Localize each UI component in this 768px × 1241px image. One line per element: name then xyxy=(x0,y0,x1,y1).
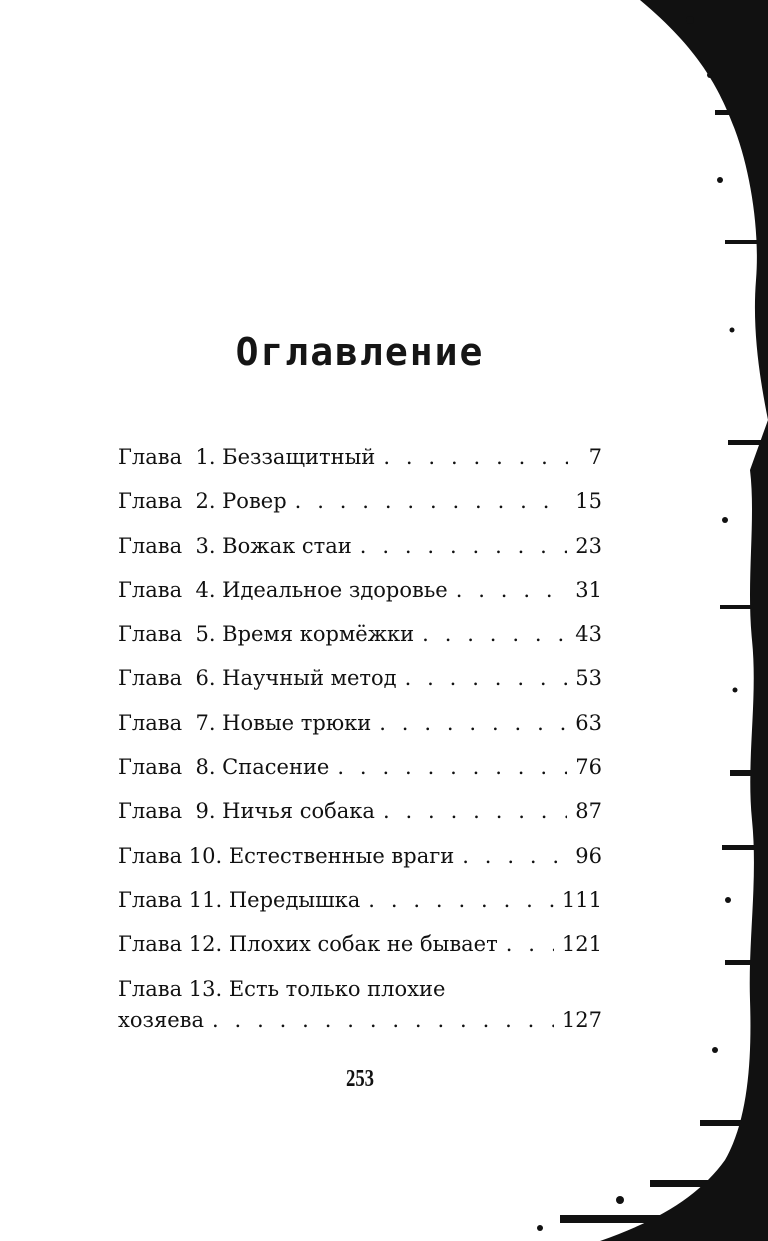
toc-entry-9[interactable] xyxy=(118,796,602,840)
toc-entry-label: Глава 3. Вожак стаи xyxy=(118,533,352,558)
dot-leader xyxy=(360,531,567,561)
toc-entry-label: Глава 5. Время кормёжки xyxy=(118,622,415,647)
toc-entry-continuation xyxy=(118,1005,602,1035)
toc-page-number: 76 xyxy=(575,755,602,780)
toc-entry-10[interactable] xyxy=(118,841,602,885)
toc-entry-label: Глава 1. Беззащитный xyxy=(118,445,376,469)
toc-page-number: 43 xyxy=(575,622,602,647)
toc-entry-3[interactable] xyxy=(118,531,602,575)
toc-entry-2[interactable] xyxy=(118,486,602,530)
toc-entry-4[interactable] xyxy=(118,575,602,619)
dot-leader xyxy=(405,663,568,693)
toc-entry-label: Глава 2. Ровер xyxy=(118,489,287,514)
toc-page-number: 31 xyxy=(575,577,602,602)
toc-page-number: 23 xyxy=(575,533,602,558)
toc-page-number: 15 xyxy=(575,489,602,514)
table-of-contents xyxy=(118,442,602,1035)
toc-entry-label: Глава 4. Идеальное здоровье xyxy=(118,577,448,602)
toc-entry-label: Глава 7. Новые трюки xyxy=(118,710,372,735)
dot-leader xyxy=(462,841,567,871)
toc-entry-label: Глава 6. Научный метод xyxy=(118,666,397,691)
toc-entry-8[interactable] xyxy=(118,752,602,796)
toc-entry-6[interactable] xyxy=(118,663,602,707)
toc-entry-13[interactable] xyxy=(118,974,602,1035)
toc-page-number: 96 xyxy=(575,843,602,868)
toc-entry-11[interactable] xyxy=(118,885,602,929)
toc-page-number: 87 xyxy=(575,799,602,824)
dot-leader xyxy=(456,575,568,605)
toc-page-number: 63 xyxy=(575,710,602,735)
toc-page-number: 121 xyxy=(561,932,602,957)
dot-leader xyxy=(506,929,554,959)
toc-entry-label: Глава 11. Передышка xyxy=(118,887,361,912)
toc-entry-label: Глава 9. Ничья собака xyxy=(118,799,375,824)
toc-entry-label: Глава 8. Спасение xyxy=(118,755,330,780)
toc-entry-5[interactable] xyxy=(118,619,602,663)
dot-leader xyxy=(383,796,567,826)
toc-entry-label: Глава 10. Естественные враги xyxy=(118,843,455,868)
toc-title: Оглавление xyxy=(235,330,485,374)
toc-entry-label-continued: хозяева xyxy=(118,1007,204,1032)
dot-leader xyxy=(383,442,568,472)
page-number: 253 xyxy=(345,1066,375,1092)
toc-entry-7[interactable] xyxy=(118,708,602,752)
dot-leader xyxy=(212,1005,554,1035)
toc-entry-1[interactable] xyxy=(118,442,602,486)
toc-page-number: 111 xyxy=(561,887,602,912)
toc-entry-label: Глава 13. Есть только плохие xyxy=(118,976,446,1001)
toc-page-number: 7 xyxy=(588,445,602,469)
dot-leader xyxy=(422,619,567,649)
toc-page-number: 127 xyxy=(561,1007,602,1032)
dot-leader xyxy=(295,486,568,516)
toc-entry-12[interactable] xyxy=(118,929,602,973)
dot-leader xyxy=(379,708,567,738)
dot-leader xyxy=(368,885,554,915)
dot-leader xyxy=(337,752,567,782)
toc-page-number: 53 xyxy=(575,666,602,691)
toc-entry-label: Глава 12. Плохих собак не бывает xyxy=(118,932,498,957)
